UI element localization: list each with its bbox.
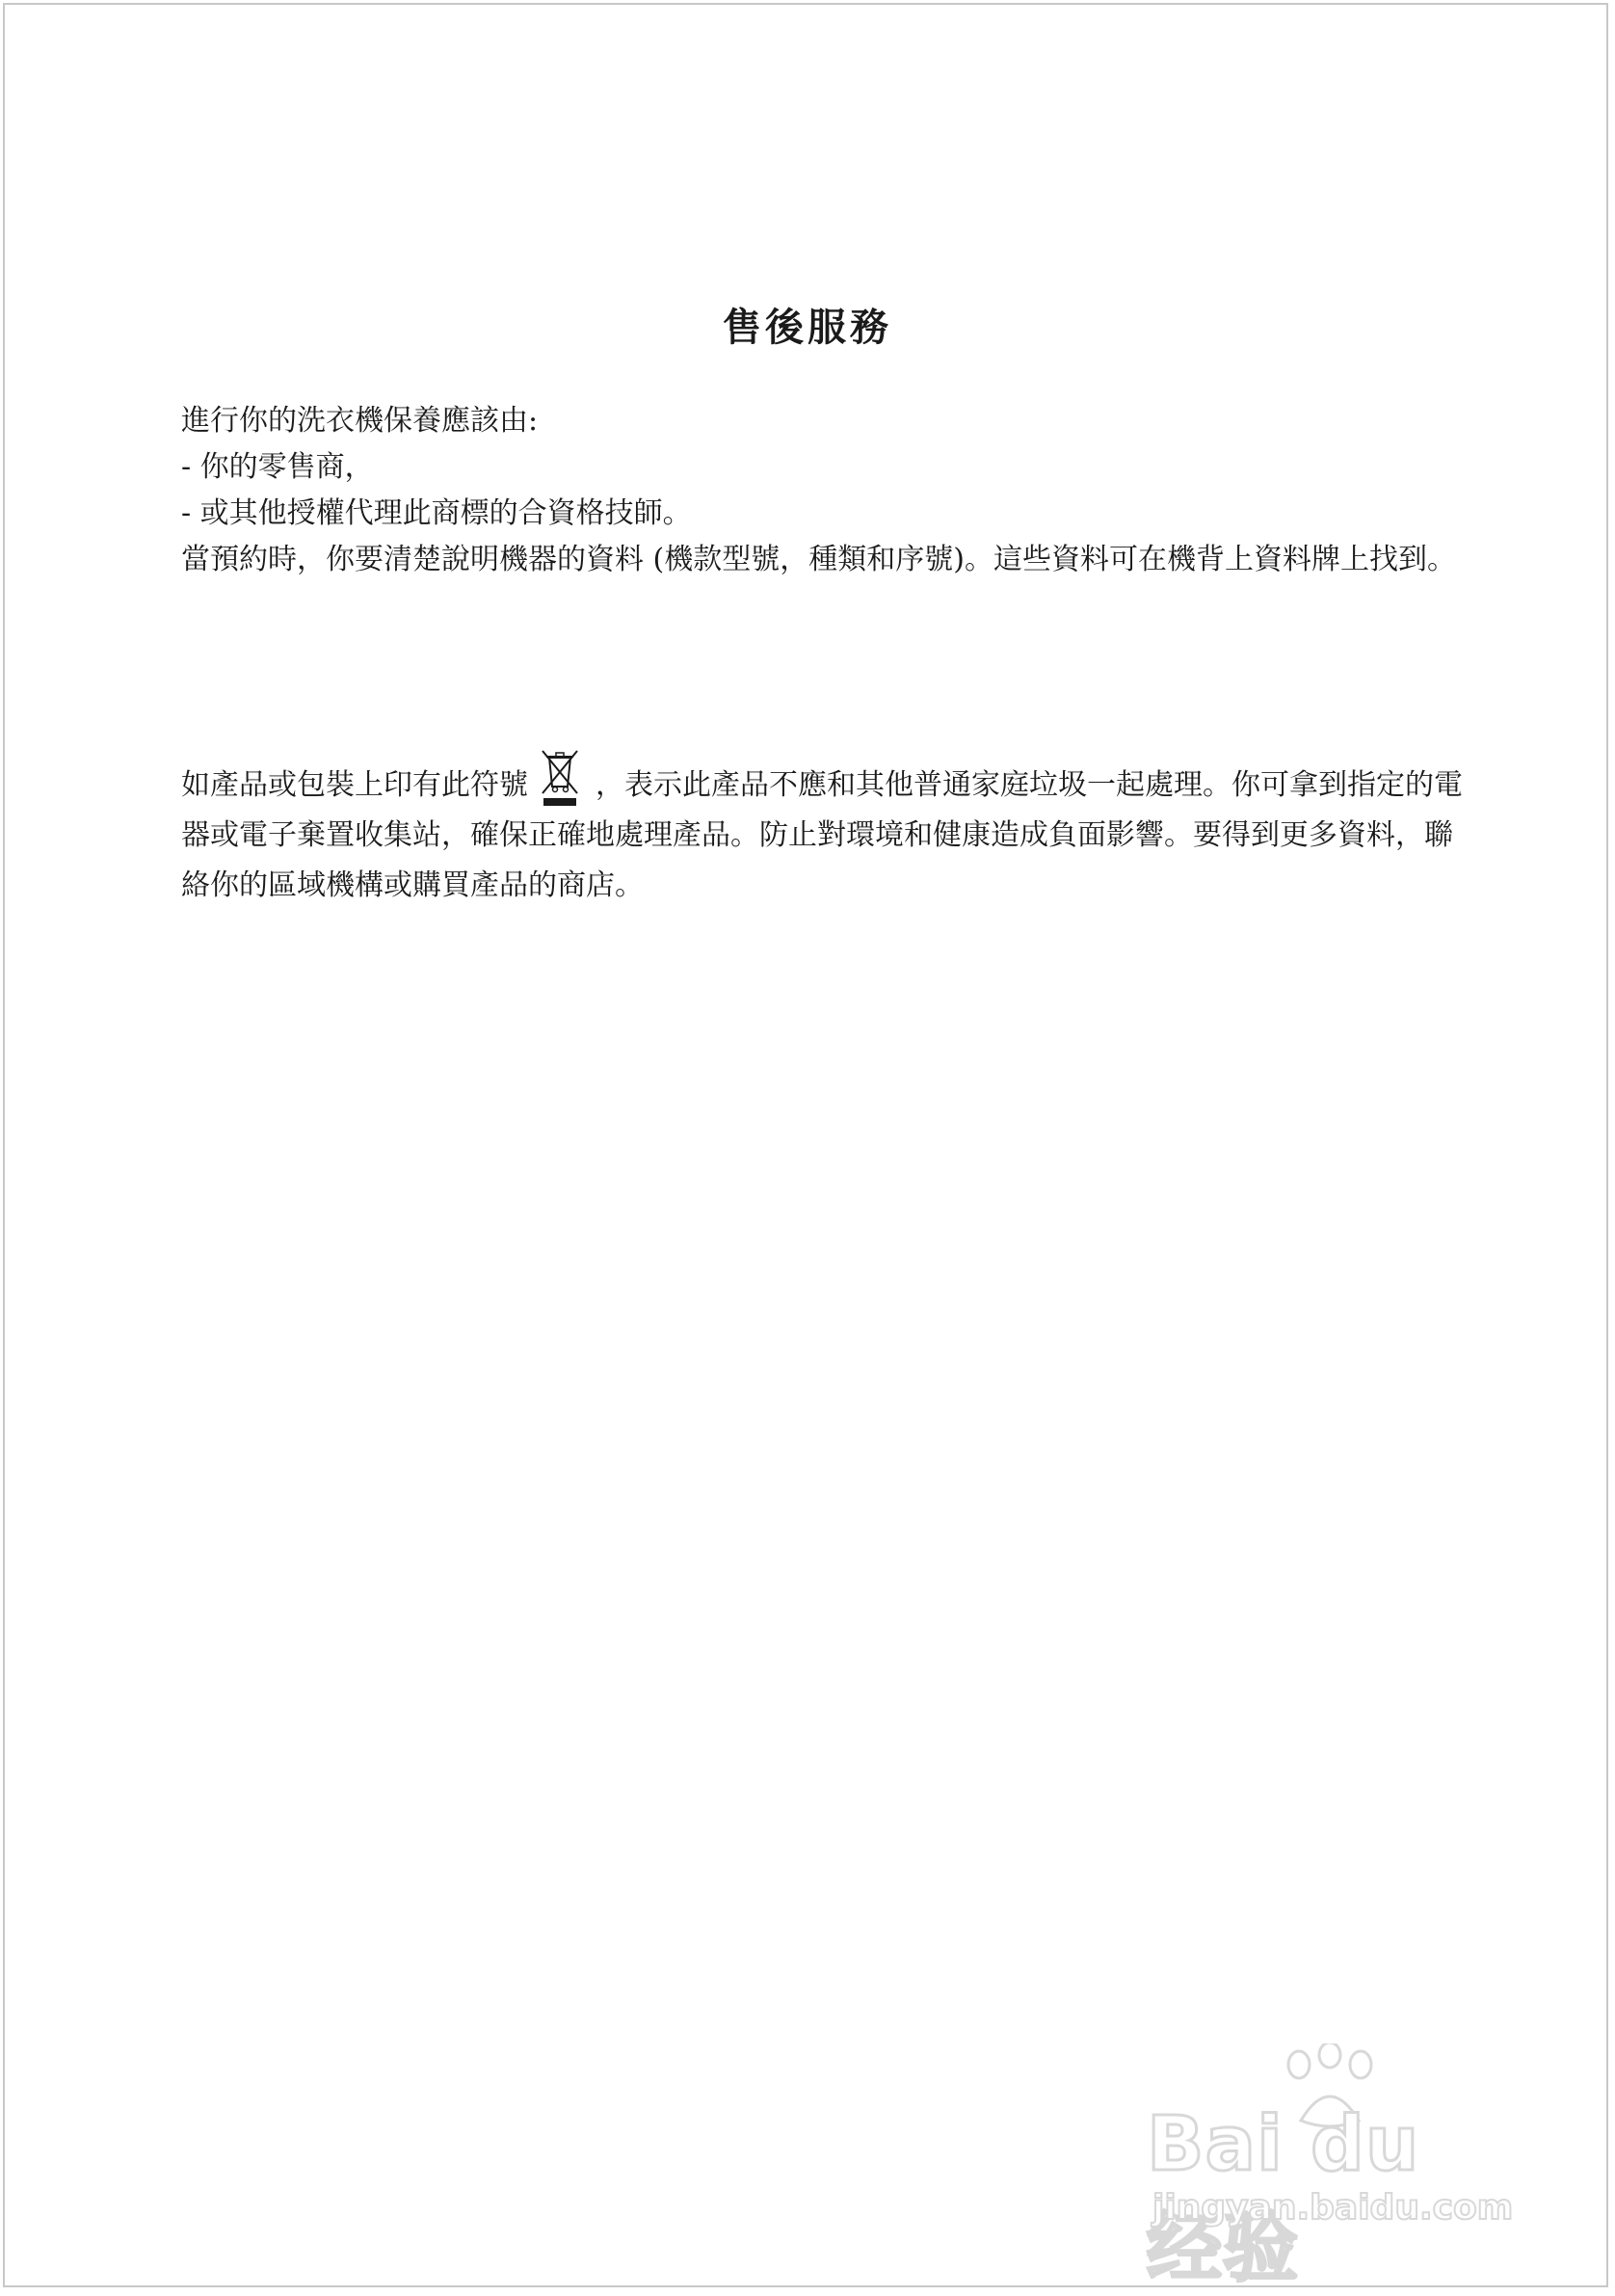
disposal-text-before: 如產品或包裝上印有此符號 [181,768,528,802]
crossed-out-wheelie-bin-icon [538,748,582,808]
service-intro: 進行你的洗衣機保養應該由: [181,404,539,438]
disposal-section [181,748,1463,911]
service-option-retailer: - 你的零售商， [181,450,374,484]
service-booking-note: 當預約時，你要清楚說明機器的資料 (機款型號，種類和序號)。這些資料可在機背上資料牌上找到。 [181,543,1456,576]
service-option-technician: - 或其他授權代理此商標的合資格技師。 [181,496,692,530]
baidu-jingyan-watermark [1147,2043,1514,2292]
watermark-url: jingyan.baidu.com [1152,2188,1514,2228]
disposal-text-after: ，表示此產品不應和其他普通家庭垃圾一起處理。你可拿到指定的電器或電子棄置收集站，確保正確地處理產品。防止對環境和健康造成負面影響。要得到更多資料，聯絡你的區域機構或購買產品的商店。 [181,768,1463,902]
service-section [181,398,1463,583]
watermark-brand: Bai du 经验 [1147,2101,1420,2292]
page-title: 售後服務 [723,305,892,350]
